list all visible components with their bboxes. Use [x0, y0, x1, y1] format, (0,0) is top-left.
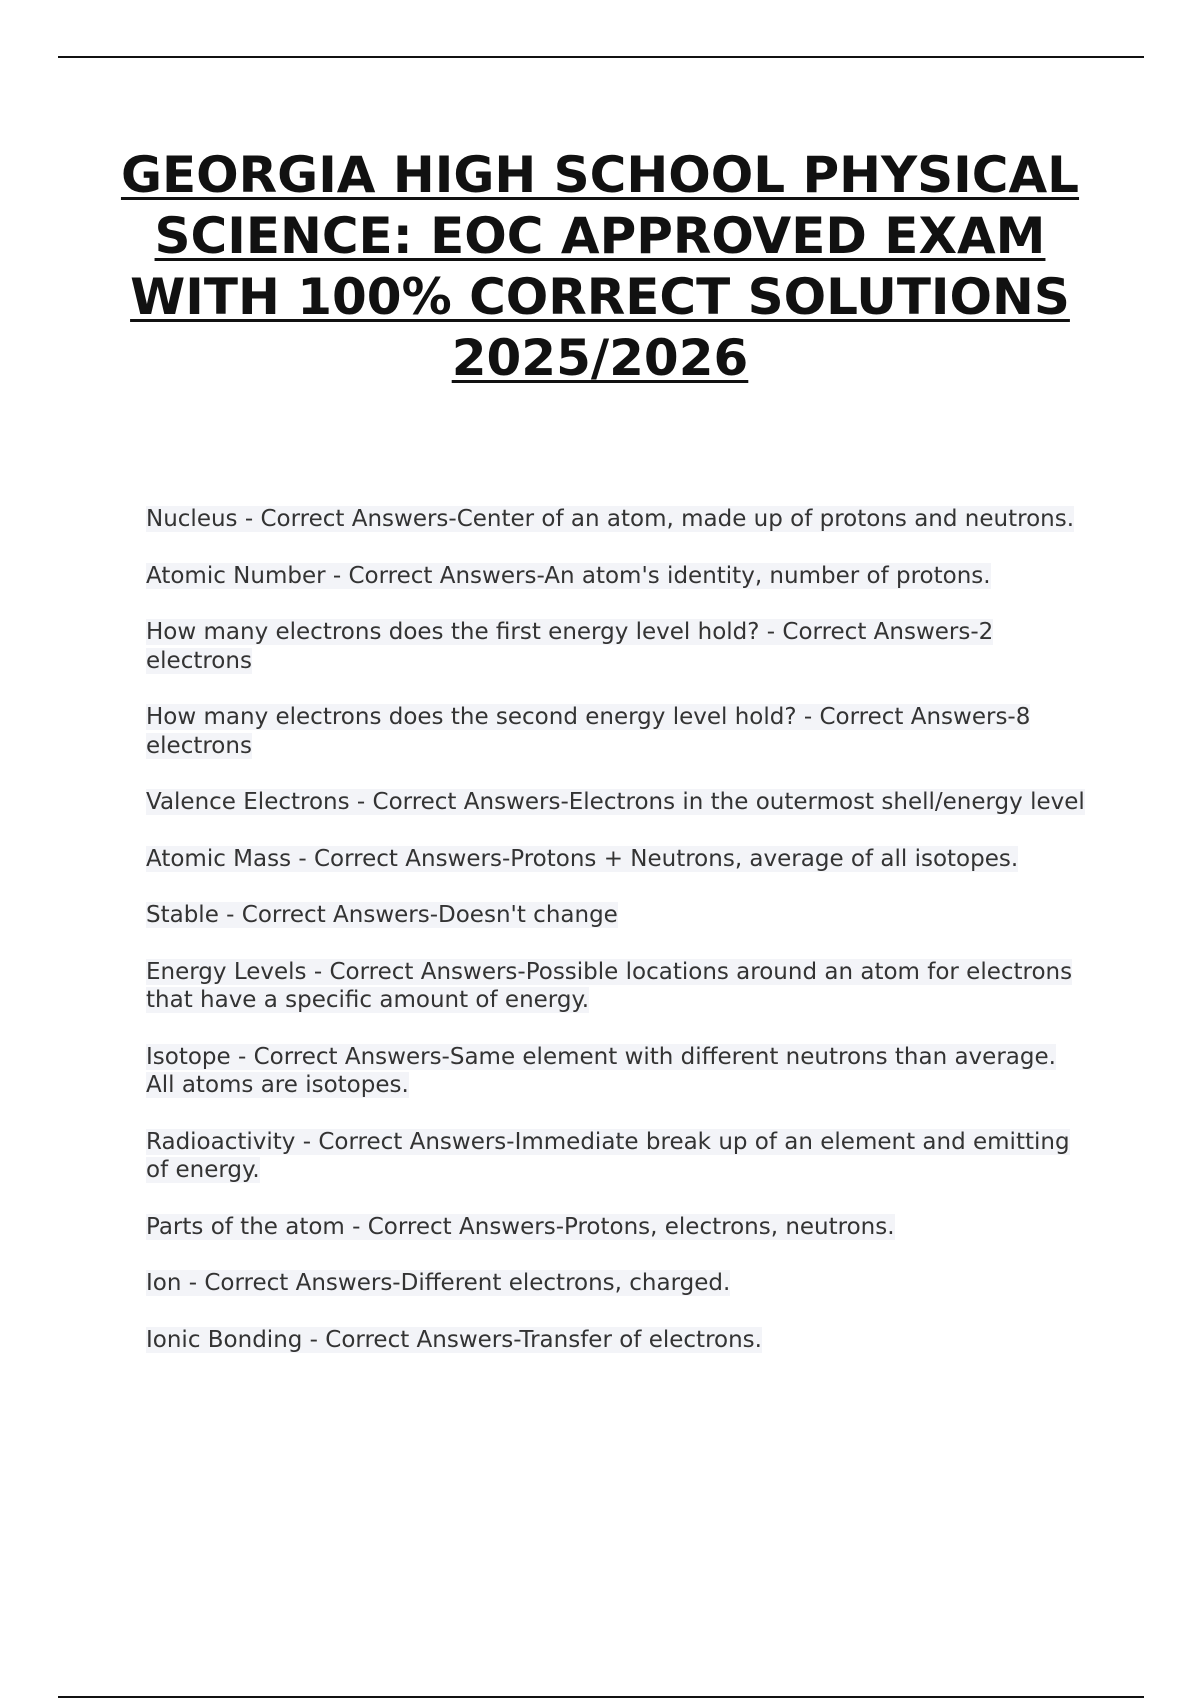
list-item: [146, 1269, 1090, 1298]
entry-text: Atomic Number - Correct Answers-An atom's identity, number of protons.: [146, 562, 991, 589]
list-item: [146, 788, 1090, 817]
list-item: [146, 618, 1090, 675]
list-item: [146, 1213, 1090, 1242]
entry-text: Parts of the atom - Correct Answers-Protons, electrons, neutrons.: [146, 1213, 895, 1240]
bottom-divider: [58, 1696, 1144, 1698]
list-item: [146, 1043, 1090, 1100]
entry-text: Ionic Bonding - Correct Answers-Transfer of electrons.: [146, 1326, 762, 1353]
list-item: [146, 958, 1090, 1015]
entry-text: Atomic Mass - Correct Answers-Protons + Neutrons, average of all isotopes.: [146, 845, 1019, 872]
list-item: [146, 845, 1090, 874]
list-item: [146, 562, 1090, 591]
flashcard-list: [146, 505, 1090, 1382]
entry-text: Valence Electrons - Correct Answers-Electrons in the outermost shell/energy level: [146, 789, 1085, 815]
entry-text: Energy Levels - Correct Answers-Possible locations around an atom for electrons that have a specific amount of energy.: [146, 958, 1073, 1013]
entry-text: How many electrons does the first energy level hold? - Correct Answers-2 electrons: [146, 619, 994, 674]
entry-text: How many electrons does the second energy level hold? - Correct Answers-8 electrons: [146, 704, 1031, 759]
top-divider: [58, 56, 1144, 58]
document-title-text: GEORGIA HIGH SCHOOL PHYSICAL SCIENCE: EOC APPROVED EXAM WITH 100% CORRECT SOLUTIONS 2025/2026: [120, 146, 1080, 387]
entry-text: Stable - Correct Answers-Doesn't change: [146, 902, 618, 928]
entry-text: Radioactivity - Correct Answers-Immediate break up of an element and emitting of energy.: [146, 1128, 1070, 1183]
entry-text: Isotope - Correct Answers-Same element with different neutrons than average. All atoms are isotopes.: [146, 1043, 1056, 1098]
list-item: [146, 1128, 1090, 1185]
entry-text: Nucleus - Correct Answers-Center of an atom, made up of protons and neutrons.: [146, 506, 1075, 532]
document-title: [100, 145, 1100, 389]
list-item: [146, 1326, 1090, 1355]
list-item: [146, 703, 1090, 760]
list-item: [146, 505, 1090, 534]
list-item: [146, 901, 1090, 930]
entry-text: Ion - Correct Answers-Different electrons, charged.: [146, 1270, 731, 1296]
